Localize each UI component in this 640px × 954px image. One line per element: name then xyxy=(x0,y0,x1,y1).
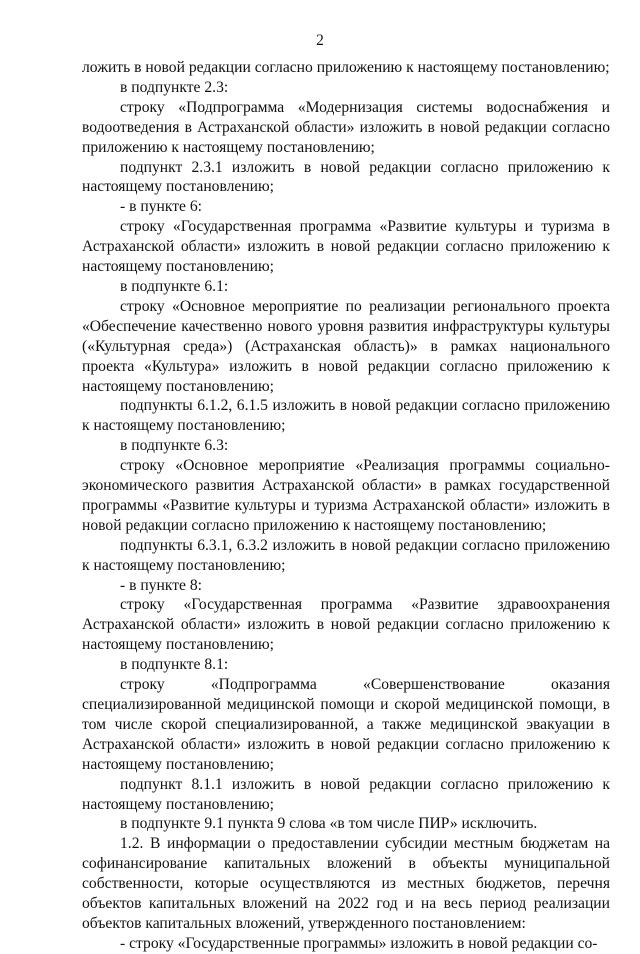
paragraph-2: в подпункте 2.3: xyxy=(120,78,229,96)
paragraph-7: в подпункте 6.1: xyxy=(120,277,229,295)
paragraph-8: строку «Основное мероприятие по реализации регионального проекта «Обеспечение качественно нового уровня развития инфраструктуры культуры («Культурная среда») (Астраханская область)» в рамках национального проекта «Культура» изложить в новой редакции согласно приложению к настоящему постановлению; xyxy=(82,297,610,395)
paragraph-4: подпункт 2.3.1 изложить в новой редакции согласно приложению к настоящему постановлению; xyxy=(82,158,610,196)
paragraph-3: строку «Подпрограмма «Модернизация системы водоснабжения и водоотведения в Астраханской области» изложить в новой редакции согласно приложению к настоящему постановлению; xyxy=(82,98,610,156)
paragraph-11: строку «Основное мероприятие «Реализация программы социально-экономического развития Астраханской области» в рамках государственной программы «Развитие культуры и туризма Астраханской области» изложить в новой редакции согласно приложению к настоящему постановлению; xyxy=(82,457,610,534)
document-body xyxy=(82,58,610,954)
paragraph-17: подпункт 8.1.1 изложить в новой редакции согласно приложению к настоящему постановлению; xyxy=(82,775,610,813)
paragraph-5: - в пункте 6: xyxy=(120,198,202,216)
paragraph-14: строку «Государственная программа «Развитие здравоохранения Астраханской области» изложить в новой редакции согласно приложению к настоящему постановлению; xyxy=(82,596,610,654)
paragraph-20: - строку «Государственные программы» изложить в новой редакции со- xyxy=(120,934,598,952)
paragraph-12: подпункты 6.3.1, 6.3.2 изложить в новой редакции согласно приложению к настоящему постановлению; xyxy=(82,536,610,574)
paragraph-15: в подпункте 8.1: xyxy=(120,656,229,674)
paragraph-16: строку «Подпрограмма «Совершенствование оказания специализированной медицинской помощи и скорой медицинской помощи, в том числе скорой специализированной, а также медицинской эвакуации в Астраханской области» изложить в новой редакции согласно приложению к настоящему постановлению; xyxy=(82,676,610,773)
paragraph-6: строку «Государственная программа «Развитие культуры и туризма в Астраханской области» изложить в новой редакции согласно приложению к настоящему постановлению; xyxy=(82,218,610,276)
paragraph-9: подпункты 6.1.2, 6.1.5 изложить в новой редакции согласно приложению к настоящему постановлению; xyxy=(82,397,610,435)
paragraph-18: в подпункте 9.1 пункта 9 слова «в том числе ПИР» исключить. xyxy=(120,815,538,833)
paragraph-19: 1.2. В информации о предоставлении субсидии местным бюджетам на софинансирование капитальных вложений в объекты муниципальной собственности, которые осуществляются из местных бюджетов, перечня объектов капитальных вложений на 2022 год и на весь период реализации объектов капитальных вложений, утвержденного постановлением: xyxy=(82,835,610,932)
paragraph-1: ложить в новой редакции согласно приложению к настоящему постановлению; xyxy=(82,59,610,76)
paragraph-10: в подпункте 6.3: xyxy=(120,437,229,455)
page-number: 2 xyxy=(316,32,324,49)
paragraph-13: - в пункте 8: xyxy=(120,576,202,594)
